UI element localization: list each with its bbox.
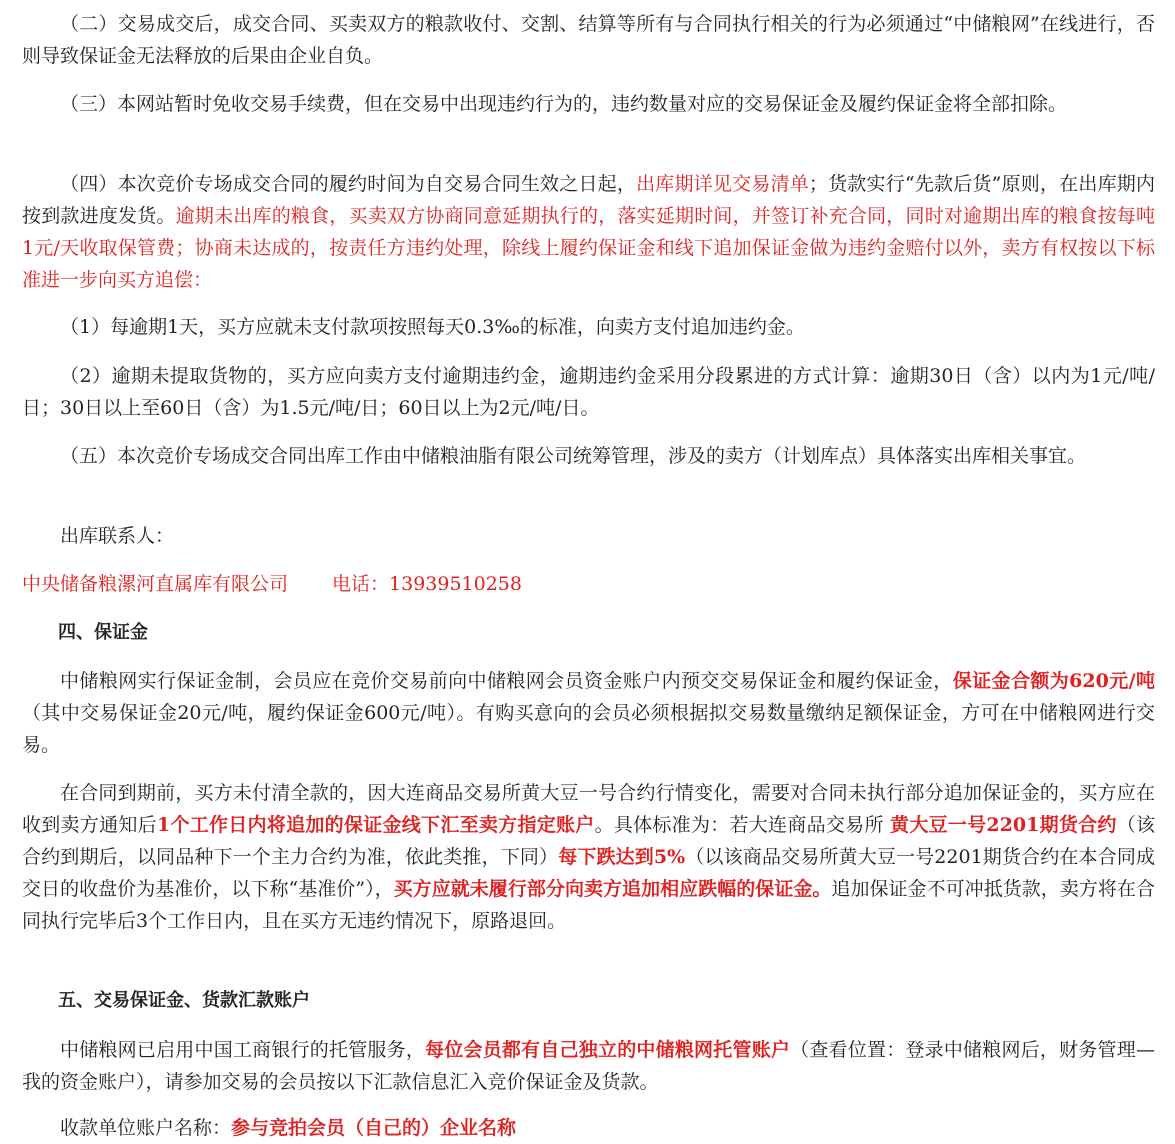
additional-deposit-deadline: 1个工作日内将追加的保证金线下汇至卖方指定账户 — [156, 814, 595, 836]
additional-deposit-text-5: 追加保证金不可冲抵货款，卖方将在合同执行完毕后3个工作日内，且在买方无违约情况下，原路退回。 — [22, 878, 1155, 932]
contact-company: 中央储备粮漯河直属库有限公司 — [22, 573, 289, 595]
additional-deposit-text-3: （该合约到期后，以同品种下一个主力合约为准，依此类推，下同） — [22, 814, 1155, 868]
custody-text-1: 中储粮网已启用中国工商银行的托管服务， — [60, 1039, 426, 1061]
clause-5-text: （五）本次竞价专场成交合同出库工作由中储粮油脂有限公司统筹管理，涉及的卖方（计划库点）具体落实出库相关事宜。 — [60, 445, 1087, 467]
clause-4-text: （四）本次竞价专场成交合同的履约时间为自交易合同生效之日起， — [60, 173, 637, 195]
contact-label-paragraph — [22, 520, 1155, 552]
custody-text-2: （查看位置：登录中储粮网后，财务管理—我的资金账户），请参加交易的会员按以下汇款信息汇入竞价保证金及货款。 — [22, 1039, 1155, 1093]
clause-3-text: （三）本网站暂时免收交易手续费，但在交易中出现违约行为的，违约数量对应的交易保证金及履约保证金将全部扣除。 — [60, 93, 1068, 115]
additional-deposit-text-4: （以该商品交易所黄大豆一号2201期货合约在本合同成交日的收盘价为基准价，以下称“基准价”）， — [22, 846, 1156, 900]
overdue-terms-text: 逾期未出库的粮食，买卖双方协商同意延期执行的，落实延期时间，并签订补充合同，同时对逾期出库的粮食按每吨1元/天收取保管费；协商未达成的，按责任方违约处理，除线上履约保证金和线下追加保证金做为违约金赔付以外，卖方有权按以下标准进一步向买方追偿： — [22, 205, 1155, 291]
contact-label: 出库联系人： — [60, 525, 175, 547]
penalty-2-paragraph — [22, 360, 1155, 424]
clause-4-paragraph — [22, 168, 1155, 296]
clause-2-text: （二）交易成交后，成交合同、买卖双方的粮款收付、交割、结算等所有与合同执行相关的行为必须通过“中储粮网”在线进行，否则导致保证金无法释放的后果由企业自负。 — [22, 13, 1155, 67]
clause-4-payment-text: ；货款实行“先款后货”原则，在出库期内按到款进度发货。 — [22, 173, 1155, 227]
futures-contract-name: 黄大豆一号2201期货合约 — [890, 814, 1117, 836]
additional-deposit-paragraph — [22, 777, 1155, 937]
clause-3-paragraph — [22, 88, 1155, 120]
deposit-intro-text: 中储粮网实行保证金制，会员应在竞价交易前向中储粮网会员资金账户内预交交易保证金和履约保证金， — [60, 670, 953, 692]
deposit-amount-text: 保证金合额为620元/吨 — [952, 670, 1155, 692]
contact-phone: 电话：13939510258 — [332, 573, 522, 595]
section-5-heading: 五、交易保证金、货款汇款账户 — [58, 990, 310, 1011]
penalty-1-text: （1）每逾期1天，买方应就未支付款项按照每天0.3‰的标准，向卖方支付追加违约金。 — [60, 316, 805, 338]
additional-deposit-text-1: 在合同到期前，买方未付清全款的，因大连商品交易所黄大豆一号合约行情变化，需要对合同未执行部分追加保证金的，买方应在收到卖方通知后 — [22, 782, 1155, 836]
clause-5-paragraph — [22, 440, 1155, 472]
additional-deposit-obligation: 买方应就未履行部分向卖方追加相应跌幅的保证金。 — [393, 878, 832, 900]
contact-line — [22, 568, 1155, 600]
deposit-detail-text: （其中交易保证金20元/吨，履约保证金600元/吨）。有购买意向的会员必须根据拟交易数量缴纳足额保证金，方可在中储粮网进行交易。 — [22, 702, 1155, 756]
payee-account-value: 参与竞拍会员（自己的）企业名称 — [231, 1117, 517, 1139]
custody-paragraph — [22, 1034, 1155, 1098]
payee-account-label: 收款单位账户名称： — [60, 1117, 232, 1139]
penalty-2-text: （2）逾期未提取货物的，买方应向卖方支付逾期违约金，逾期违约金采用分段累进的方式计算：逾期30日（含）以内为1元/吨/日；30日以上至60日（含）为1.5元/吨/日；60日以上为2元/吨/日。 — [22, 365, 1155, 419]
penalty-1-paragraph — [22, 311, 1155, 343]
custody-account-note: 每位会员都有自己独立的中储粮网托管账户 — [425, 1039, 791, 1061]
section-4-heading: 四、保证金 — [58, 622, 148, 643]
deposit-paragraph — [22, 665, 1155, 761]
delivery-period-note: 出库期详见交易清单 — [636, 173, 809, 195]
drop-threshold: 每下跌达到5% — [558, 846, 686, 868]
additional-deposit-text-2: 。具体标准为：若大连商品交易所 — [594, 814, 891, 836]
clause-2-paragraph — [22, 8, 1155, 72]
payee-account-paragraph — [22, 1112, 1155, 1144]
